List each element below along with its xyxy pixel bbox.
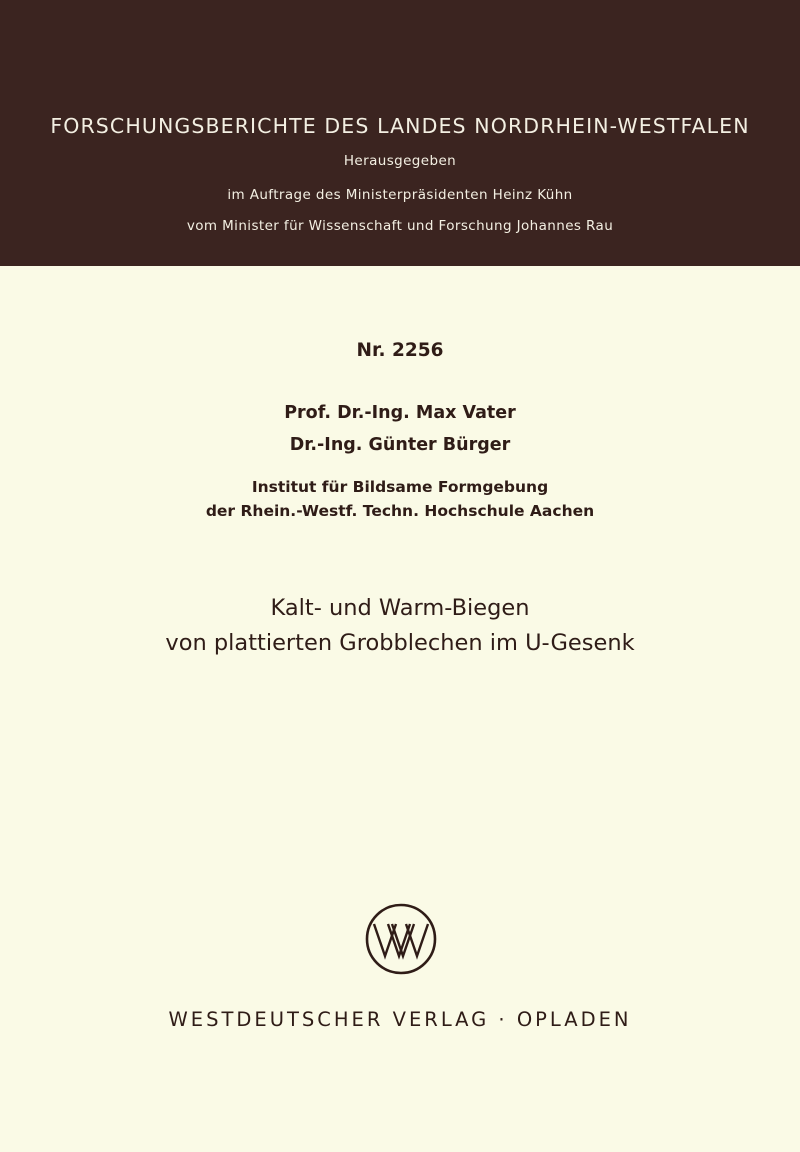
header-minister: vom Minister für Wissenschaft und Forschung Johannes Rau [186, 218, 614, 234]
series-header-band [0, 0, 800, 266]
author-1: Prof. Dr.-Ing. Max Vater [284, 403, 516, 423]
report-number: Nr. 2256 [356, 340, 444, 361]
institute-line-2: der Rhein.-Westf. Techn. Hochschule Aachen [205, 502, 595, 520]
header-edited-by: Herausgegeben [343, 153, 457, 169]
wv-circle-logo-icon [364, 902, 438, 976]
header-commission: im Auftrage des Ministerpräsidenten Heinz Kühn [227, 187, 573, 203]
author-2: Dr.-Ing. Günter Bürger [289, 435, 511, 455]
book-title-line-2: von plattierten Grobblechen im U-Gesenk [165, 630, 635, 656]
series-title: FORSCHUNGSBERICHTE DES LANDES NORDRHEIN-WESTFALEN [50, 114, 750, 138]
institute-line-1: Institut für Bildsame Formgebung [251, 478, 549, 496]
book-title-line-1: Kalt- und Warm-Biegen [270, 595, 530, 621]
publisher-name: WESTDEUTSCHER VERLAG · OPLADEN [168, 1008, 632, 1031]
